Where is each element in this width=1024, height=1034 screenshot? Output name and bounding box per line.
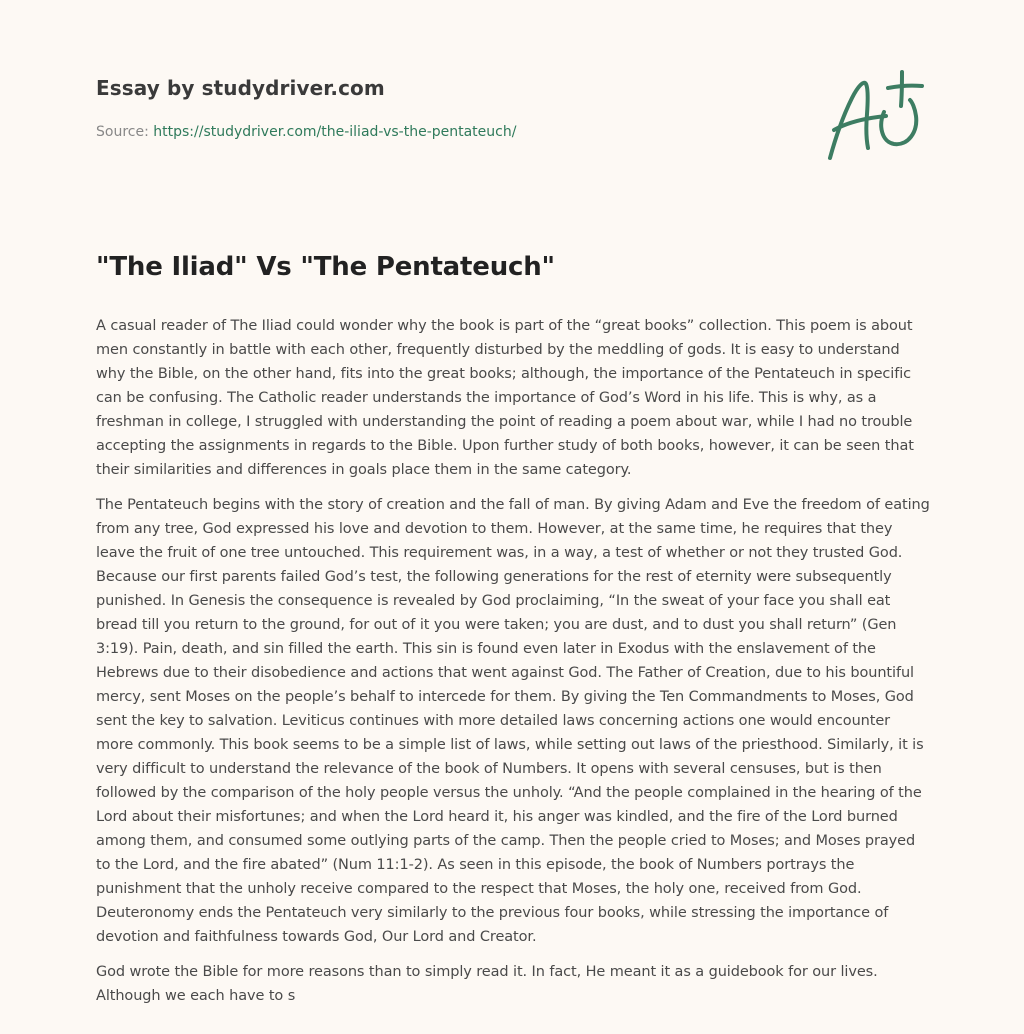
document-title: "The Iliad" Vs "The Pentateuch": [96, 252, 555, 282]
source-line: [96, 124, 936, 140]
source-link[interactable]: https://studydriver.com/the-iliad-vs-the-pentateuch/: [153, 124, 517, 140]
site-title: Essay by studydriver.com: [96, 76, 385, 100]
essay-body: [96, 314, 930, 1019]
paragraph: A casual reader of The Iliad could wonder why the book is part of the “great books” collection. This poem is about men constantly in battle with each other, frequently disturbed by the meddling of gods. It is easy to understand why the Bible, on the other hand, fits into the great books; although, the importance of the Pentateuch in specific can be confusing. The Catholic reader understands the importance of God’s Word in his life. This is why, as a freshman in college, I struggled with understanding the point of reading a poem about war, while I had no trouble accepting the assignments in regards to the Bible. Upon further study of both books, however, it can be seen that their similarities and differences in goals place them in the same category.: [96, 318, 914, 478]
a-plus-icon: [822, 70, 928, 164]
paragraph: God wrote the Bible for more reasons than to simply read it. In fact, He meant it as a guidebook for our lives. Although we each have to s: [96, 964, 878, 1004]
page-header: [96, 76, 936, 140]
source-label: Source:: [96, 124, 149, 140]
paragraph: The Pentateuch begins with the story of creation and the fall of man. By giving Adam and Eve the freedom of eating from any tree, God expressed his love and devotion to them. However, at the same time, he requires that they leave the fruit of one tree untouched. This requirement was, in a way, a test of whether or not they trusted God. Because our first parents failed God’s test, the following generations for the rest of eternity were subsequently punished. In Genesis the consequence is revealed by God proclaiming, “In the sweat of your face you shall eat bread till you return to the ground, for out of it you were taken; you are dust, and to dust you shall return” (Gen 3:19). Pain, death, and sin filled the earth. This sin is found even later in Exodus with the enslavement of the Hebrews due to their disobedience and actions that went against God. The Father of Creation, due to his bountiful mercy, sent Moses on the people’s behalf to intercede for them. By giving the Ten Commandments to Moses, God sent the key to salvation. Leviticus continues with more detailed laws concerning actions one would encounter more commonly. This book seems to be a simple list of laws, while setting out laws of the priesthood. Similarly, it is very difficult to understand the relevance of the book of Numbers. It opens with several censuses, but is then followed by the comparison of the holy people versus the unholy. “And the people complained in the hearing of the Lord about their misfortunes; and when the Lord heard it, his anger was kindled, and the fire of the Lord burned among them, and consumed some outlying parts of the camp. Then the people cried to Moses; and Moses prayed to the Lord, and the fire abated” (Num 11:1-2). As seen in this episode, the book of Numbers portrays the punishment that the unholy receive compared to the respect that Moses, the holy one, received from God. Deuteronomy ends the Pentateuch very similarly to the previous four books, while stressing the importance of devotion and faithfulness towards God, Our Lord and Creator.: [96, 497, 930, 945]
